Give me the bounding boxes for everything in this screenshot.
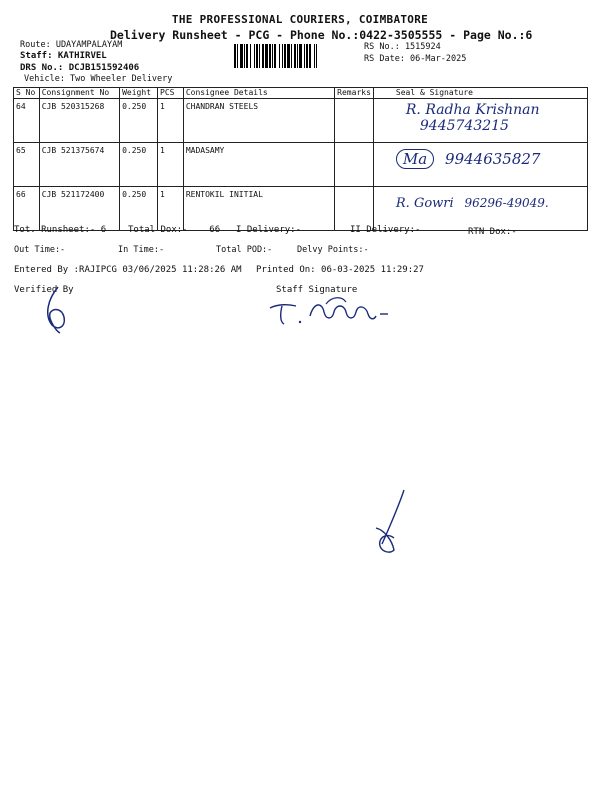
cell-signature: [373, 143, 587, 187]
cell-sno: 65: [14, 143, 40, 187]
col-header-remarks: Remarks: [335, 88, 374, 99]
table-row: [14, 187, 588, 231]
entered-by: Entered By :RAJIPCG 03/06/2025 11:28:26 AM: [14, 265, 242, 275]
staff-label: Staff: KATHIRVEL: [20, 51, 107, 61]
total-runsheet: Tot. Runsheet:- 6: [14, 225, 107, 235]
cell-consignment: CJB 521172400: [39, 187, 119, 231]
total-pod: Total POD:-: [216, 245, 273, 255]
out-time: Out Time:-: [14, 245, 66, 255]
cell-weight: 0.250: [120, 143, 158, 187]
cell-consignee: RENTOKIL INITIAL: [183, 187, 334, 231]
cell-consignment: CJB 521375674: [39, 143, 119, 187]
signature-phone: 96296-49049.: [464, 196, 549, 210]
runsheet-subtitle: Delivery Runsheet - PCG - Phone No.:0422-3505555 - Page No.:6: [110, 28, 533, 42]
col-header-seal: Seal & Signature: [373, 88, 587, 99]
staff-signature-label: Staff Signature: [276, 285, 358, 295]
table-header-row: [14, 88, 588, 99]
signature-name: R. Radha Krishnan: [405, 102, 540, 118]
col-header-consignment: Consignment No: [39, 88, 119, 99]
runsheet-table: [13, 87, 588, 231]
cell-consignee: CHANDRAN STEELS: [183, 99, 334, 143]
rs-date: RS Date: 06-Mar-2025: [364, 54, 467, 64]
signature-phone: 9445743215: [419, 118, 509, 134]
signature-phone: 9944635827: [445, 150, 541, 168]
cell-signature: [373, 99, 587, 143]
total-dox: Total Dox:- 66: [128, 225, 221, 235]
cell-pcs: 1: [158, 187, 184, 231]
staff-signature-mark: [266, 294, 396, 328]
col-header-consignee: Consignee Details: [183, 88, 334, 99]
barcode-image: [234, 44, 352, 68]
printed-on: Printed On: 06-03-2025 11:29:27: [256, 265, 424, 275]
drs-number: DRS No.: DCJB151592406: [20, 63, 140, 73]
signature-name: Ma: [396, 149, 434, 169]
rtn-dox: RTN Dox:-: [468, 227, 517, 237]
bottom-signature-mark: [370, 488, 410, 560]
cell-weight: 0.250: [120, 99, 158, 143]
cell-pcs: 1: [158, 99, 184, 143]
cell-consignee: MADASAMY: [183, 143, 334, 187]
cell-remarks: [335, 143, 374, 187]
verifier-signature-mark: [38, 285, 78, 335]
table-row: [14, 99, 588, 143]
cell-sno: 64: [14, 99, 40, 143]
second-delivery: II Delivery:-: [350, 225, 421, 235]
cell-consignment: CJB 520315268: [39, 99, 119, 143]
company-title: THE PROFESSIONAL COURIERS, COIMBATORE: [171, 13, 429, 26]
col-header-weight: Weight: [120, 88, 158, 99]
verified-by-label: Verified By: [14, 285, 74, 295]
cell-signature: [373, 187, 587, 231]
col-header-pcs: PCS: [158, 88, 184, 99]
delivery-points: Delvy Points:-: [297, 245, 369, 255]
vehicle-label: Vehicle: Two Wheeler Delivery: [24, 74, 173, 84]
cell-pcs: 1: [158, 143, 184, 187]
table-row: [14, 143, 588, 187]
rs-number: RS No.: 1515924: [364, 42, 441, 52]
in-time: In Time:-: [118, 245, 165, 255]
cell-sno: 66: [14, 187, 40, 231]
cell-remarks: [335, 99, 374, 143]
first-delivery: I Delivery:-: [236, 225, 302, 235]
signature-name: R. Gowri: [395, 196, 454, 211]
route-label: Route: UDAYAMPALAYAM: [20, 40, 123, 50]
cell-weight: 0.250: [120, 187, 158, 231]
cell-remarks: [335, 187, 374, 231]
col-header-sno: S No: [14, 88, 40, 99]
